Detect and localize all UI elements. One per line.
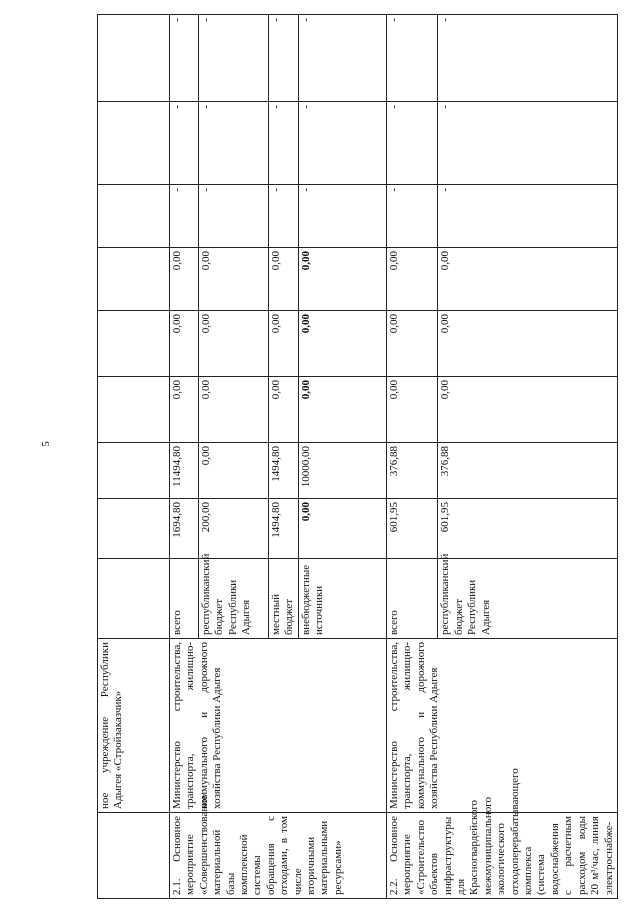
- cell-empty: [98, 311, 170, 377]
- amount-year-1: 0,00: [199, 443, 269, 499]
- dash-cell: -: [299, 102, 387, 185]
- amount-year-2: 0,00: [387, 377, 438, 443]
- amount-year-1: 376,88: [387, 443, 438, 499]
- cell-empty: [98, 813, 170, 899]
- funding-source: республиканский бюджет Республики Адыгея: [199, 559, 269, 639]
- amount-year-4: 0,00: [299, 248, 387, 311]
- dash-cell: -: [170, 102, 199, 185]
- budget-table: [97, 14, 618, 899]
- amount-year-3: 0,00: [269, 311, 299, 377]
- cell-empty: [98, 185, 170, 248]
- dash-cell: -: [199, 185, 269, 248]
- amount-total: 1494,80: [269, 499, 299, 559]
- amount-year-2: 0,00: [269, 377, 299, 443]
- cell-empty: [98, 102, 170, 185]
- dash-cell: -: [269, 185, 299, 248]
- dash-cell: -: [170, 185, 199, 248]
- cell-empty: [98, 559, 170, 639]
- budget-table-frame: [97, 15, 615, 899]
- amount-year-2: 0,00: [170, 377, 199, 443]
- amount-year-1: 376,88: [438, 443, 617, 499]
- dash-cell: -: [170, 15, 199, 102]
- funding-source: внебюджетные источники: [299, 559, 387, 639]
- amount-year-3: 0,00: [170, 311, 199, 377]
- amount-total: 200,00: [199, 499, 269, 559]
- activity-name: 2.1. Основное мероприятие «Совершенствование материальной базы комплексной системы обращения с отходами, в том числе вторичными материальными ресурсами»: [170, 813, 387, 899]
- amount-year-4: 0,00: [269, 248, 299, 311]
- cell-empty: [98, 15, 170, 102]
- dash-cell: -: [269, 102, 299, 185]
- amount-total: 1694,80: [170, 499, 199, 559]
- amount-year-4: 0,00: [199, 248, 269, 311]
- table-row-continuation: [98, 15, 170, 899]
- amount-year-2: 0,00: [438, 377, 617, 443]
- dash-cell: -: [269, 15, 299, 102]
- dash-cell: -: [299, 15, 387, 102]
- amount-total: 601,95: [438, 499, 617, 559]
- executor-cell: Министерство строительства, транспорта, жилищно-коммунального и дорожного хозяйства Республики Адыгея: [170, 639, 387, 813]
- amount-year-3: 0,00: [199, 311, 269, 377]
- table-row: [387, 15, 438, 899]
- amount-year-1: 1494,80: [269, 443, 299, 499]
- funding-source: местный бюджет: [269, 559, 299, 639]
- dash-cell: -: [387, 15, 438, 102]
- amount-total: 601,95: [387, 499, 438, 559]
- dash-cell: -: [299, 185, 387, 248]
- cell-empty: [98, 377, 170, 443]
- dash-cell: -: [199, 15, 269, 102]
- dash-cell: -: [199, 102, 269, 185]
- cell-empty: [98, 248, 170, 311]
- executor-cell: ное учреждение Республики Адыгея «Стройзаказчик»: [98, 639, 170, 813]
- amount-year-3: 0,00: [438, 311, 617, 377]
- funding-source: всего: [387, 559, 438, 639]
- dash-cell: -: [387, 102, 438, 185]
- amount-year-3: 0,00: [387, 311, 438, 377]
- amount-total: 0,00: [299, 499, 387, 559]
- dash-cell: -: [438, 185, 617, 248]
- dash-cell: -: [438, 15, 617, 102]
- amount-year-2: 0,00: [299, 377, 387, 443]
- amount-year-4: 0,00: [438, 248, 617, 311]
- amount-year-3: 0,00: [299, 311, 387, 377]
- amount-year-1: 11494,80: [170, 443, 199, 499]
- amount-year-1: 10000,00: [299, 443, 387, 499]
- funding-source: республиканский бюджет Республики Адыгея: [438, 559, 617, 639]
- funding-source: всего: [170, 559, 199, 639]
- amount-year-4: 0,00: [170, 248, 199, 311]
- activity-name: 2.2. Основное мероприятие «Строительство объектов инфраструктуры для Красногвардейского межмуниципального экологического отходоперерабатывающего комплекса (система водоснабжения с расчетным расходом воды 20 м³/час, линия электроснабже-: [387, 813, 618, 899]
- dash-cell: -: [438, 102, 617, 185]
- page-number: 5: [39, 441, 52, 447]
- amount-year-4: 0,00: [387, 248, 438, 311]
- dash-cell: -: [387, 185, 438, 248]
- table-row: [170, 15, 199, 899]
- cell-empty: [98, 443, 170, 499]
- cell-empty: [98, 499, 170, 559]
- amount-year-2: 0,00: [199, 377, 269, 443]
- executor-cell: Министерство строительства, транспорта, жилищно-коммунального и дорожного хозяйства Республики Адыгея: [387, 639, 618, 813]
